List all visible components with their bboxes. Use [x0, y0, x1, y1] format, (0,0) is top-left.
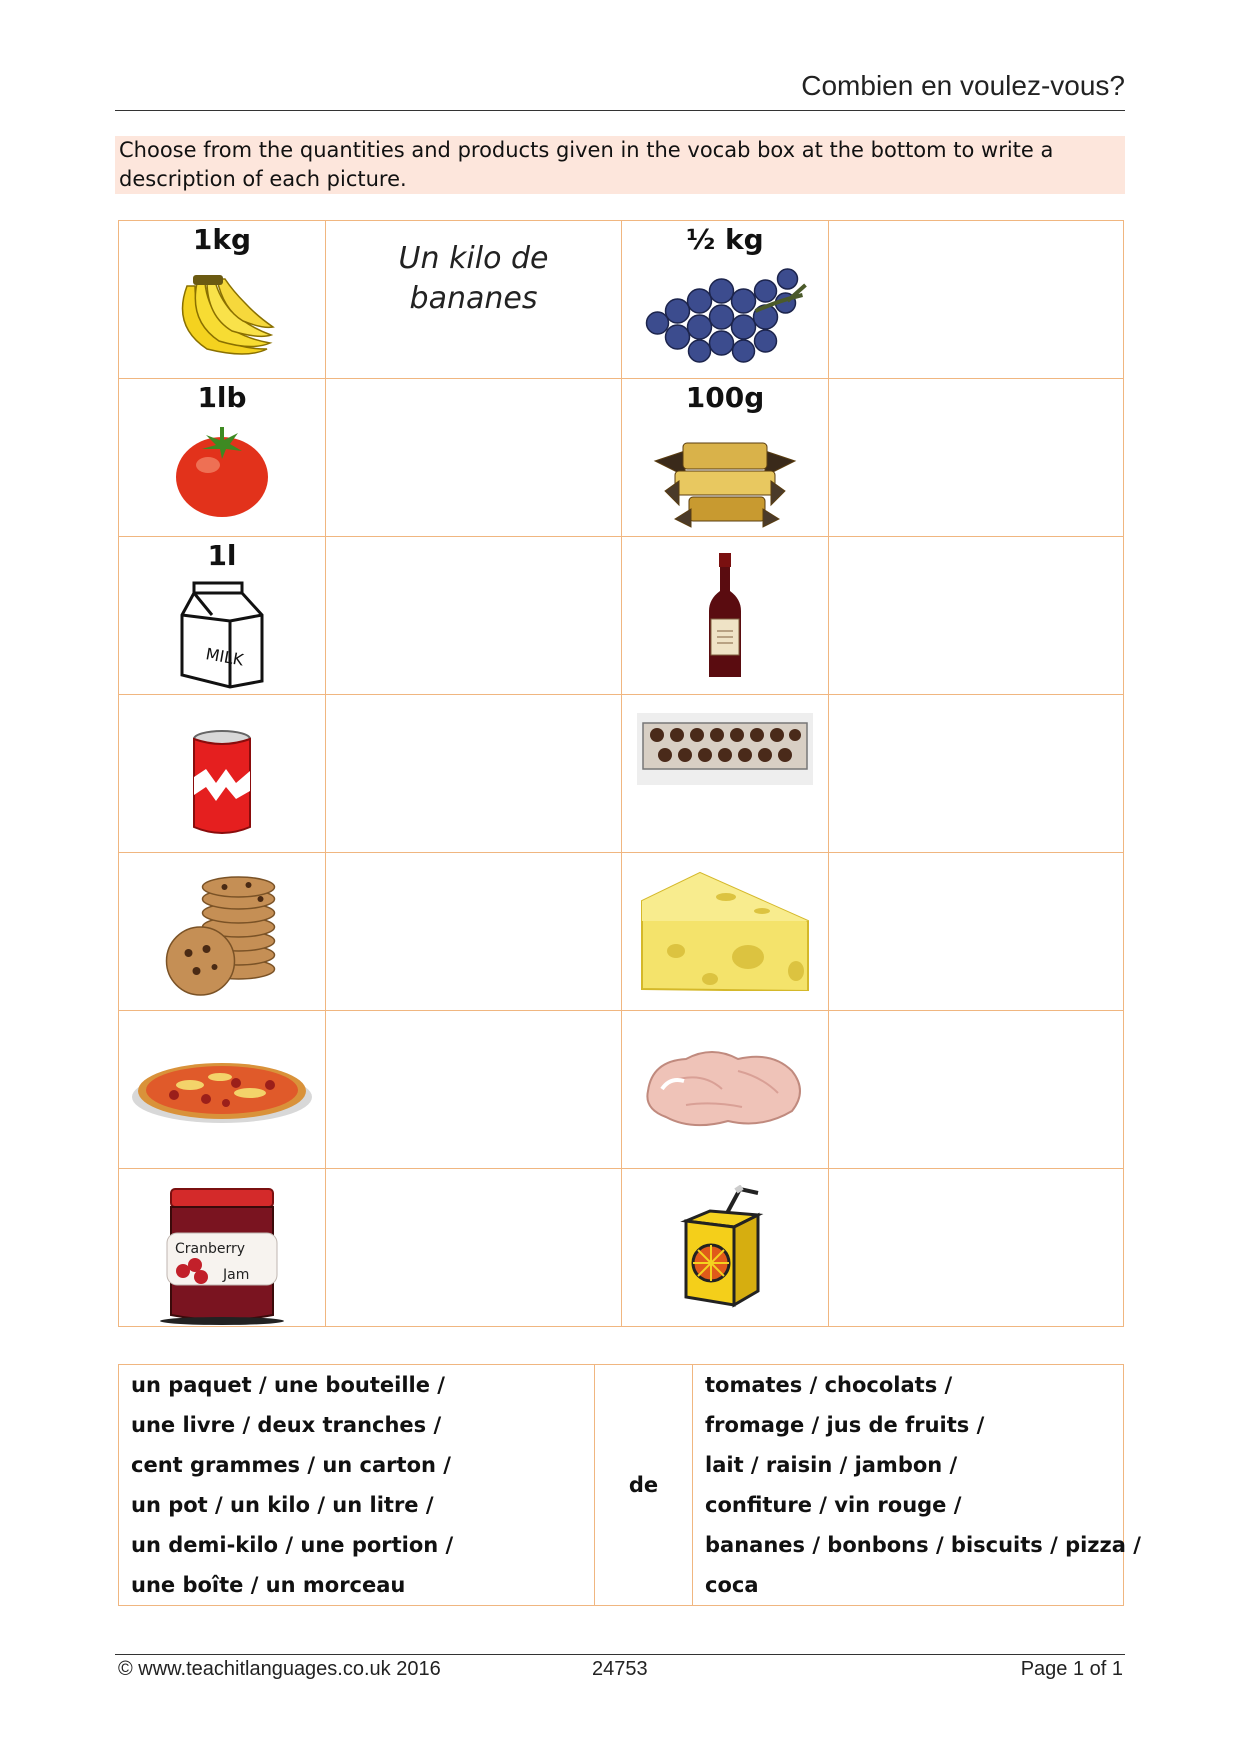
answer-cell[interactable] [326, 221, 622, 379]
vocab-line: bananes / bonbons / biscuits / pizza / [705, 1533, 1141, 1557]
title-divider [115, 110, 1125, 111]
answer-cell[interactable] [326, 1169, 622, 1327]
milk-carton-icon [172, 577, 272, 689]
cola-can-icon [190, 729, 254, 839]
quantity-label: 100g [685, 381, 765, 414]
answer-cell[interactable] [326, 379, 622, 537]
milk-label: MILK [204, 644, 245, 670]
vocab-line: un pot / un kilo / un litre / [131, 1493, 434, 1517]
page-title: Combien en voulez-vous? [801, 70, 1125, 101]
juice-carton-icon [680, 1185, 770, 1311]
picture-cell [622, 537, 829, 695]
picture-cell [119, 695, 326, 853]
table-row [119, 537, 1124, 695]
vocab-line: fromage / jus de fruits / [705, 1413, 985, 1437]
picture-cell [119, 1169, 326, 1327]
vocab-line: un paquet / une bouteille / [131, 1373, 445, 1397]
vocab-line: lait / raisin / jambon / [705, 1453, 958, 1477]
answer-cell[interactable] [829, 1011, 1124, 1169]
table-row [119, 221, 1124, 379]
quantity-label: 1lb [197, 381, 247, 414]
vocab-line: une livre / deux tranches / [131, 1413, 442, 1437]
answer-cell[interactable] [829, 537, 1124, 695]
footer-code: 24753 [592, 1658, 648, 1680]
picture-cell [622, 221, 829, 379]
jam-label-top: Cranberry [175, 1241, 246, 1257]
picture-cell [622, 853, 829, 1011]
answer-cell[interactable] [829, 221, 1124, 379]
table-row [119, 379, 1124, 537]
chocolate-box-icon [637, 713, 813, 785]
tomato-icon [172, 421, 272, 521]
vocab-line: confiture / vin rouge / [705, 1493, 962, 1517]
picture-cell [119, 853, 326, 1011]
grapes-icon [638, 261, 813, 366]
pizza-icon [130, 1055, 314, 1125]
table-row [119, 695, 1124, 853]
vocab-box [118, 1364, 1141, 1606]
ham-icon [642, 1041, 808, 1131]
answer-cell[interactable] [326, 537, 622, 695]
answer-cell[interactable] [829, 379, 1124, 537]
footer-page: Page 1 of 1 [1020, 1658, 1123, 1680]
quantity-label: ½ kg [686, 223, 764, 256]
footer-divider [115, 1654, 1125, 1655]
picture-cell [622, 379, 829, 537]
vocab-line: tomates / chocolats / [705, 1373, 953, 1397]
picture-cell [622, 695, 829, 853]
answer-cell[interactable] [829, 695, 1124, 853]
picture-cell [119, 537, 326, 695]
exercise-table [118, 220, 1124, 1327]
cookies-icon [165, 873, 280, 998]
table-row [119, 1011, 1124, 1169]
vocab-line: un demi-kilo / une portion / [131, 1533, 454, 1557]
instructions: Choose from the quantities and products given in the vocab box at the bottom to write a description of each picture. [115, 136, 1125, 194]
table-row [119, 853, 1124, 1011]
answer-cell[interactable] [829, 853, 1124, 1011]
answer-cell[interactable] [326, 695, 622, 853]
picture-cell [119, 1011, 326, 1169]
vocab-joiner: de [595, 1365, 693, 1606]
jam-jar-icon [157, 1185, 287, 1325]
picture-cell [622, 1169, 829, 1327]
quantity-label: 1l [207, 539, 237, 572]
vocab-products [693, 1365, 1141, 1606]
table-row [119, 1169, 1124, 1327]
picture-cell [119, 221, 326, 379]
picture-cell [119, 379, 326, 537]
answer-text-value: Un kilo de bananes [398, 241, 549, 316]
picture-cell [622, 1011, 829, 1169]
answer-cell[interactable] [326, 853, 622, 1011]
answer-cell[interactable] [326, 1011, 622, 1169]
vocab-line: une boîte / un morceau [131, 1573, 406, 1597]
sweets-icon [645, 421, 805, 531]
wine-bottle-icon [705, 551, 745, 681]
vocab-line: coca [705, 1573, 759, 1597]
bananas-icon [167, 271, 277, 361]
footer-copyright: © www.teachitlanguages.co.uk 2016 [118, 1658, 441, 1680]
answer-text [326, 221, 621, 319]
answer-cell[interactable] [829, 1169, 1124, 1327]
vocab-line: cent grammes / un carton / [131, 1453, 451, 1477]
quantity-label: 1kg [192, 223, 252, 256]
jam-label-bottom: Jam [223, 1267, 250, 1283]
vocab-quantities [119, 1365, 595, 1606]
cheese-icon [640, 871, 810, 991]
